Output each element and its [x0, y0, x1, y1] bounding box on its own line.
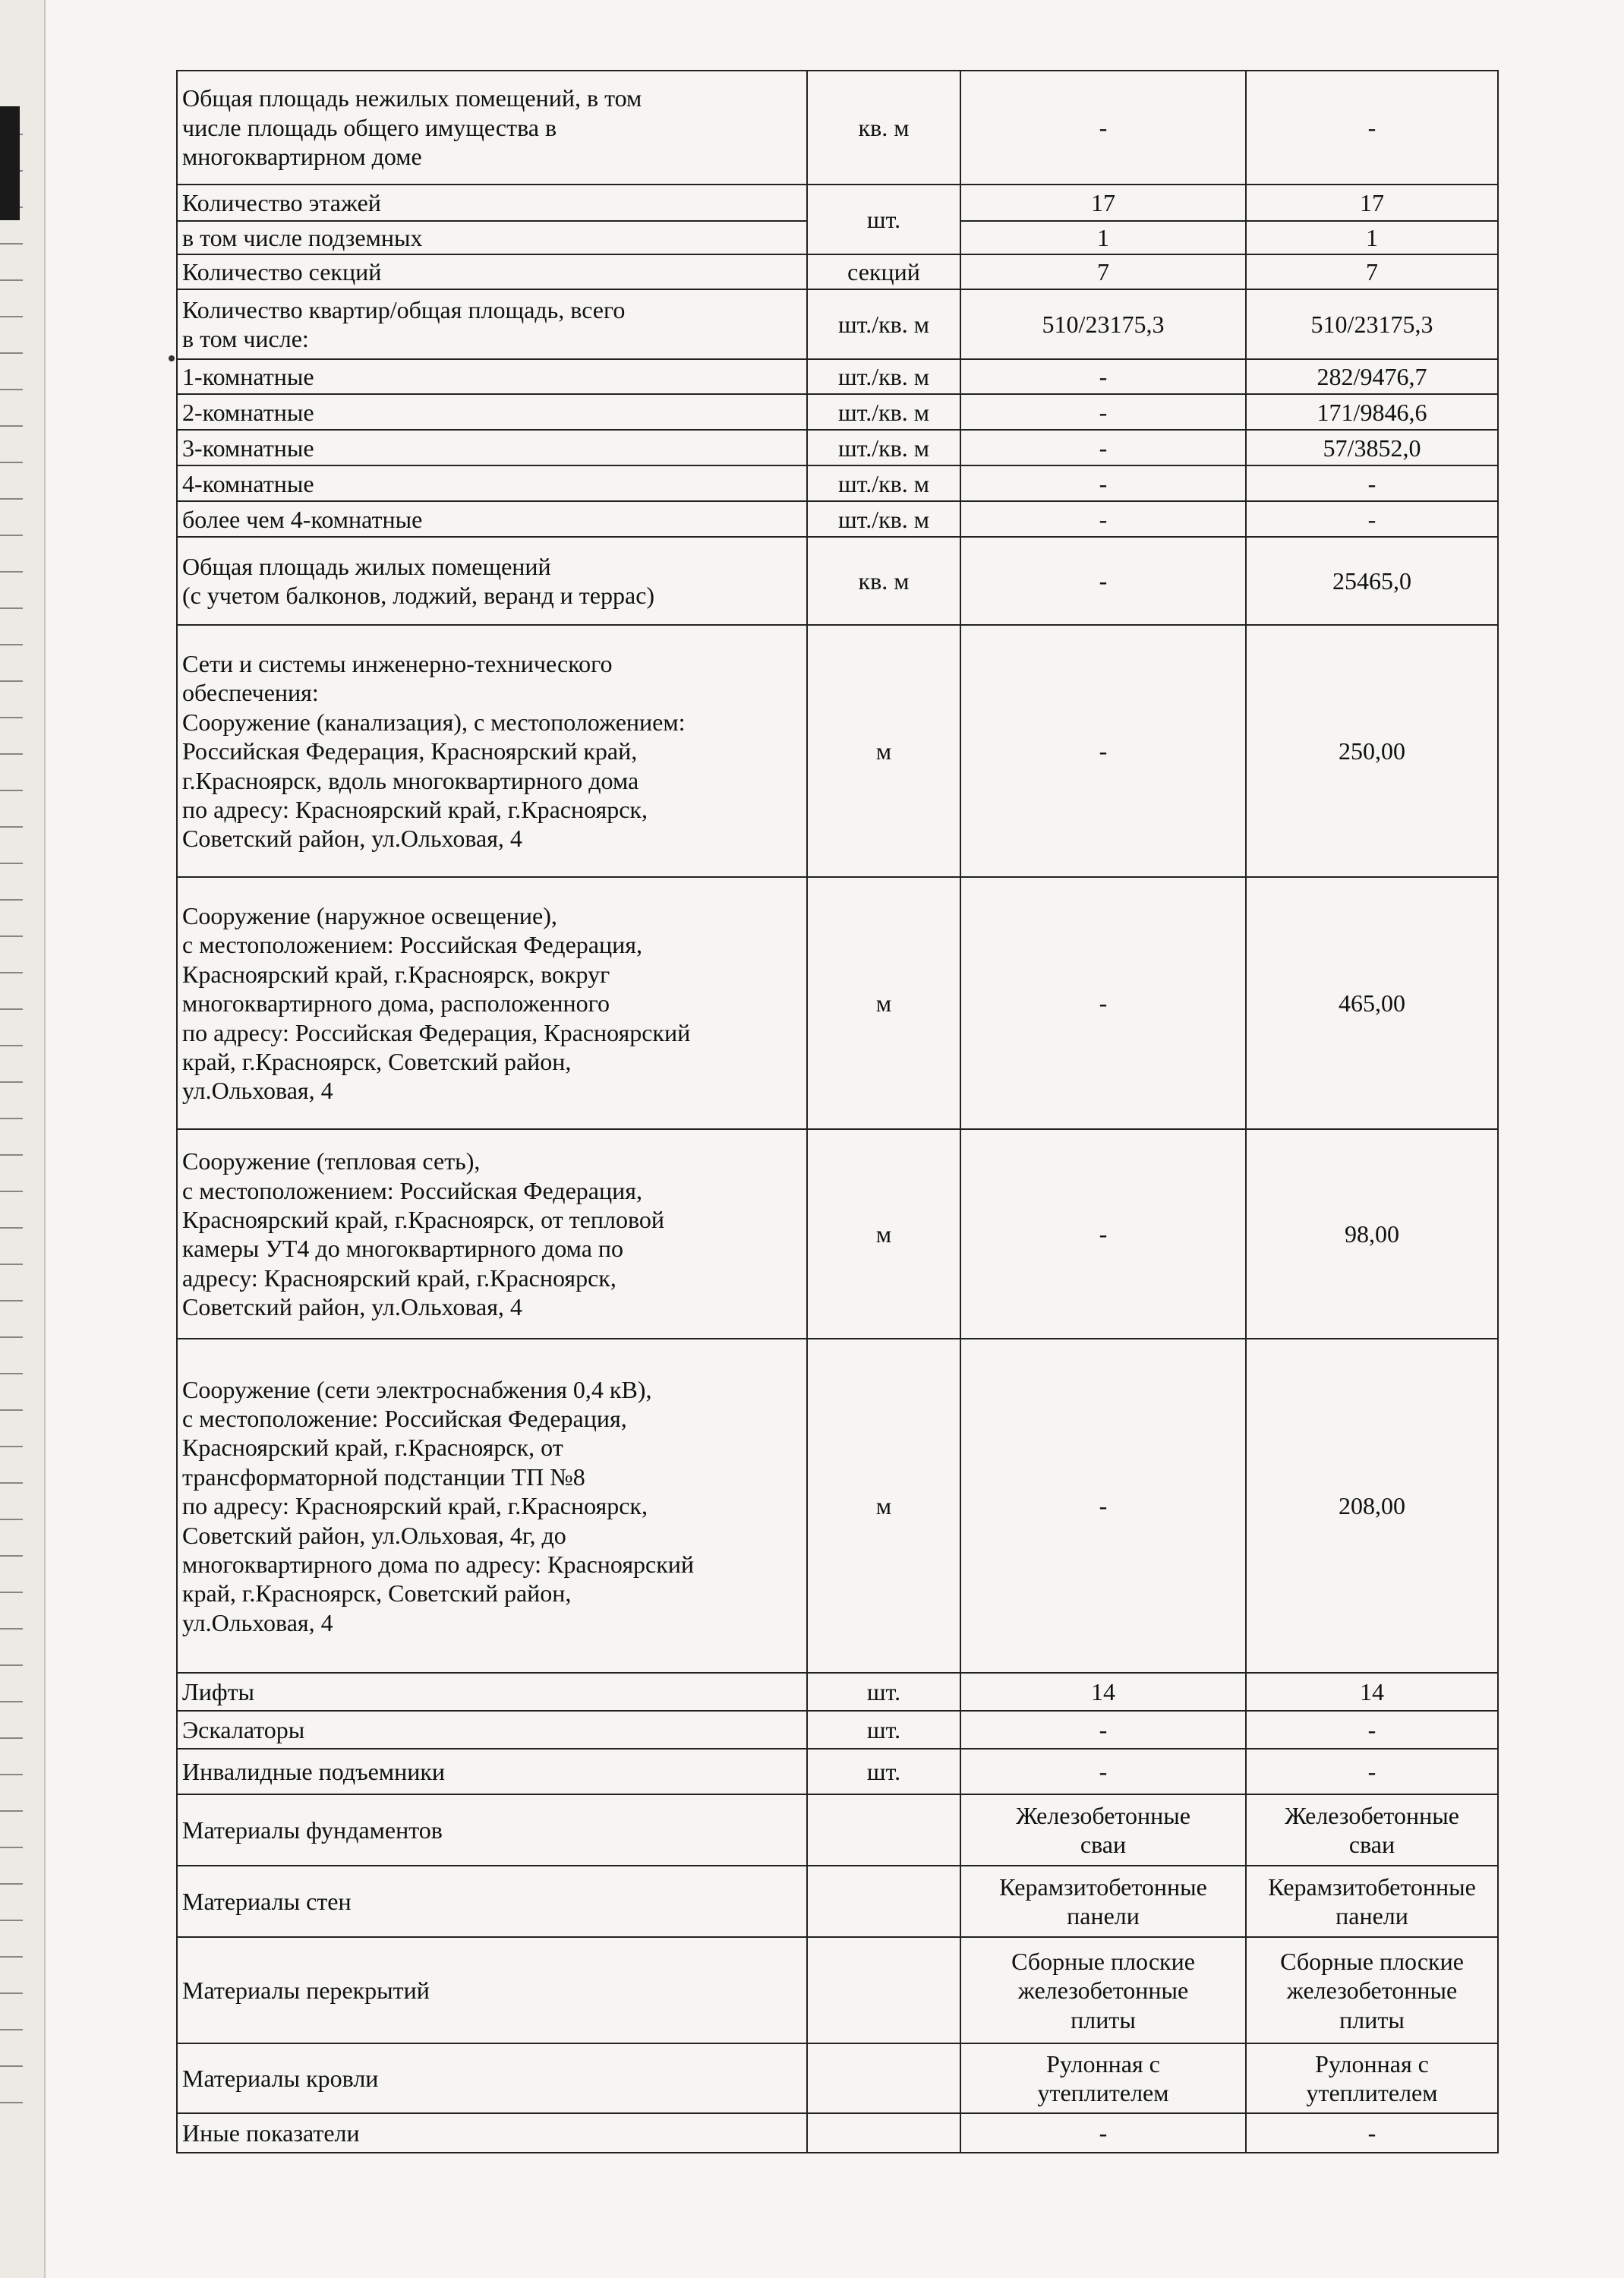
scan-speck — [169, 355, 175, 361]
unit-cell — [807, 1794, 960, 1866]
unit-cell — [807, 1866, 960, 1937]
table-row — [177, 1673, 1498, 1711]
plan-value: - — [960, 877, 1246, 1129]
plan-value: 1 — [960, 221, 1246, 254]
plan-value: 7 — [960, 254, 1246, 289]
unit-cell: шт./кв. м — [807, 430, 960, 465]
plan-value: - — [960, 359, 1246, 394]
plan-value: - — [960, 537, 1246, 625]
plan-value: Керамзитобетонные панели — [960, 1866, 1246, 1937]
row-label: Количество этажей — [177, 185, 807, 221]
table-row — [177, 185, 1498, 221]
fact-value: - — [1246, 1749, 1498, 1794]
row-label: Сооружение (тепловая сеть), с местоположением: Российская Федерация, Красноярский край, г.Красноярск, от тепловой камеры УТ4 до многоквартирного дома по адресу: Красноярский край, г.Красноярск, Советский район, ул.Ольховая, 4 — [177, 1129, 807, 1339]
fact-value: - — [1246, 71, 1498, 185]
unit-cell: шт./кв. м — [807, 501, 960, 537]
plan-value: Сборные плоские железобетонные плиты — [960, 1937, 1246, 2043]
row-label: Общая площадь жилых помещений (с учетом балконов, лоджий, веранд и террас) — [177, 537, 807, 625]
row-label: Материалы перекрытий — [177, 1937, 807, 2043]
fact-value: 465,00 — [1246, 877, 1498, 1129]
row-label: Количество секций — [177, 254, 807, 289]
row-label: 2-комнатные — [177, 394, 807, 430]
unit-cell: шт./кв. м — [807, 289, 960, 359]
plan-value: Железобетонные сваи — [960, 1794, 1246, 1866]
table-row — [177, 625, 1498, 877]
table-row — [177, 394, 1498, 430]
plan-value: - — [960, 1711, 1246, 1749]
fact-value: 98,00 — [1246, 1129, 1498, 1339]
unit-cell: шт. — [807, 1749, 960, 1794]
fact-value: Железобетонные сваи — [1246, 1794, 1498, 1866]
unit-cell: шт. — [807, 1673, 960, 1711]
plan-value: - — [960, 1129, 1246, 1339]
fact-value: 282/9476,7 — [1246, 359, 1498, 394]
row-label: Общая площадь нежилых помещений, в том числе площадь общего имущества в многоквартирном доме — [177, 71, 807, 185]
plan-value: - — [960, 1749, 1246, 1794]
row-label: Сооружение (наружное освещение), с местоположением: Российская Федерация, Красноярский край, г.Красноярск, вокруг многоквартирного дома, расположенного по адресу: Российская Федерация, Красноярский край, г.Красноярск, Советский район, ул.Ольховая, 4 — [177, 877, 807, 1129]
indicators-table — [176, 70, 1499, 2153]
table-row — [177, 359, 1498, 394]
unit-cell — [807, 2113, 960, 2153]
table-row — [177, 537, 1498, 625]
fact-value: 1 — [1246, 221, 1498, 254]
plan-value: - — [960, 430, 1246, 465]
row-label: Инвалидные подъемники — [177, 1749, 807, 1794]
table-row — [177, 877, 1498, 1129]
plan-value: - — [960, 2113, 1246, 2153]
row-label: Лифты — [177, 1673, 807, 1711]
table-row — [177, 2113, 1498, 2153]
plan-value: - — [960, 501, 1246, 537]
table-row — [177, 430, 1498, 465]
fact-value: 250,00 — [1246, 625, 1498, 877]
plan-value: Рулонная с утеплителем — [960, 2043, 1246, 2113]
unit-cell: шт./кв. м — [807, 465, 960, 501]
plan-value: 17 — [960, 185, 1246, 221]
unit-cell: м — [807, 1129, 960, 1339]
unit-cell: секций — [807, 254, 960, 289]
plan-value: - — [960, 394, 1246, 430]
plan-value: 510/23175,3 — [960, 289, 1246, 359]
table-row — [177, 2043, 1498, 2113]
unit-cell: м — [807, 625, 960, 877]
table-row — [177, 1794, 1498, 1866]
table-row — [177, 1866, 1498, 1937]
table-row — [177, 501, 1498, 537]
fact-value: - — [1246, 465, 1498, 501]
table-row — [177, 254, 1498, 289]
fact-value: 510/23175,3 — [1246, 289, 1498, 359]
unit-cell: шт. — [807, 185, 960, 254]
table-row — [177, 71, 1498, 185]
row-label: 1-комнатные — [177, 359, 807, 394]
unit-cell — [807, 2043, 960, 2113]
row-label: Иные показатели — [177, 2113, 807, 2153]
fact-value: 17 — [1246, 185, 1498, 221]
fact-value: 7 — [1246, 254, 1498, 289]
fact-value: - — [1246, 2113, 1498, 2153]
binder-lines — [0, 99, 23, 2119]
fact-value: 208,00 — [1246, 1339, 1498, 1673]
table-row — [177, 1339, 1498, 1673]
fact-value: - — [1246, 1711, 1498, 1749]
table-row — [177, 1937, 1498, 2043]
plan-value: - — [960, 465, 1246, 501]
unit-cell: кв. м — [807, 71, 960, 185]
row-label: 4-комнатные — [177, 465, 807, 501]
fact-value: Керамзитобетонные панели — [1246, 1866, 1498, 1937]
row-label: 3-комнатные — [177, 430, 807, 465]
table-row — [177, 465, 1498, 501]
row-label: более чем 4-комнатные — [177, 501, 807, 537]
fact-value: 14 — [1246, 1673, 1498, 1711]
fact-value: Рулонная с утеплителем — [1246, 2043, 1498, 2113]
row-label: Материалы кровли — [177, 2043, 807, 2113]
table-row — [177, 1711, 1498, 1749]
table-row — [177, 289, 1498, 359]
unit-cell: м — [807, 1339, 960, 1673]
row-label: Количество квартир/общая площадь, всего в том числе: — [177, 289, 807, 359]
table-row — [177, 1749, 1498, 1794]
unit-cell — [807, 1937, 960, 2043]
row-label: Материалы стен — [177, 1866, 807, 1937]
plan-value: 14 — [960, 1673, 1246, 1711]
plan-value: - — [960, 625, 1246, 877]
fact-value: - — [1246, 501, 1498, 537]
row-label: Эскалаторы — [177, 1711, 807, 1749]
row-label: Сооружение (сети электроснабжения 0,4 кВ), с местоположение: Российская Федерация, Красноярский край, г.Красноярск, от трансформаторной подстанции ТП №8 по адресу: Красноярский край, г.Красноярск, Советский район, ул.Ольховая, 4г, до многоквартирного дома по адресу: Красноярский край, г.Красноярск, Советский район, ул.Ольховая, 4 — [177, 1339, 807, 1673]
unit-cell: м — [807, 877, 960, 1129]
binder-shadow — [0, 106, 20, 220]
fact-value: 171/9846,6 — [1246, 394, 1498, 430]
plan-value: - — [960, 71, 1246, 185]
unit-cell: шт./кв. м — [807, 394, 960, 430]
plan-value: - — [960, 1339, 1246, 1673]
fact-value: Сборные плоские железобетонные плиты — [1246, 1937, 1498, 2043]
unit-cell: кв. м — [807, 537, 960, 625]
row-label: Сети и системы инженерно-технического обеспечения: Сооружение (канализация), с местоположением: Российская Федерация, Красноярский край, г.Красноярск, вдоль многоквартирного дома по адресу: Красноярский край, г.Красноярск, Советский район, ул.Ольховая, 4 — [177, 625, 807, 877]
row-label: Материалы фундаментов — [177, 1794, 807, 1866]
fact-value: 25465,0 — [1246, 537, 1498, 625]
table-row — [177, 1129, 1498, 1339]
fact-value: 57/3852,0 — [1246, 430, 1498, 465]
unit-cell: шт./кв. м — [807, 359, 960, 394]
row-label: в том числе подземных — [177, 221, 807, 254]
unit-cell: шт. — [807, 1711, 960, 1749]
